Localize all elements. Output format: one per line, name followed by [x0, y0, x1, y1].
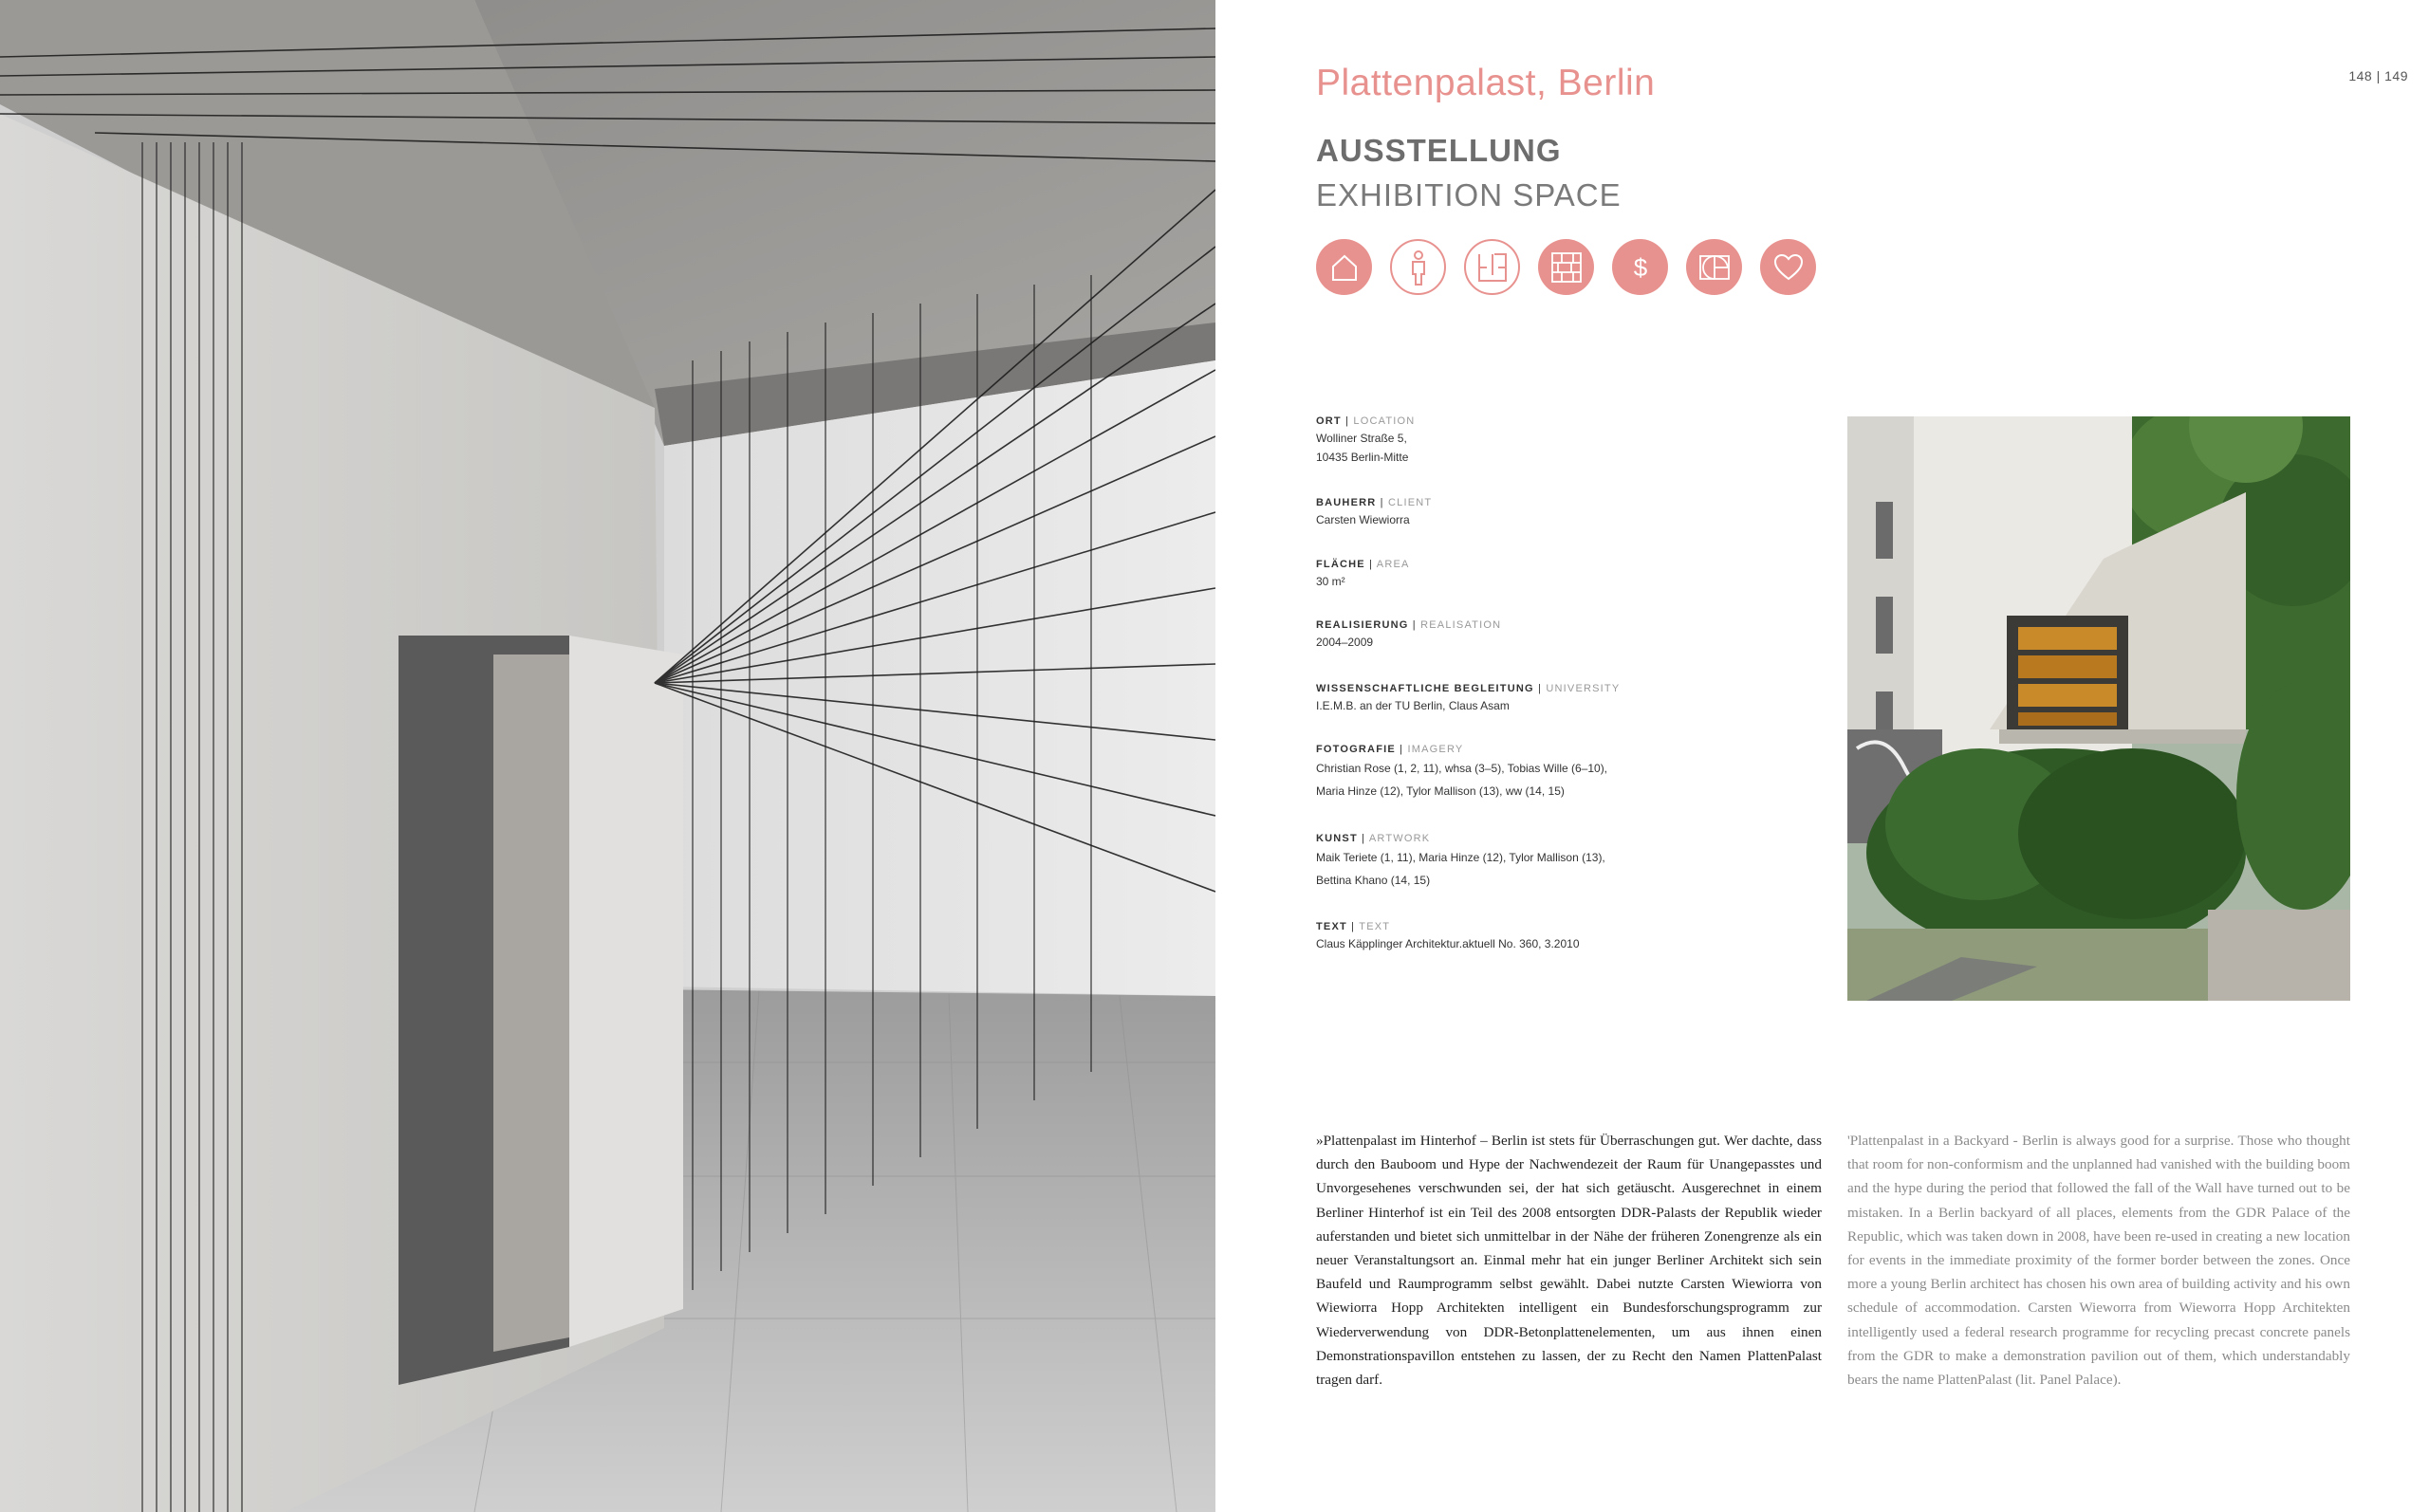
fact-value-line: 2004–2009: [1316, 636, 1374, 649]
fact-university: WISSENSCHAFTLICHE BEGLEITUNG | UNIVERSITY I.E.M.B. an der TU Berlin, Claus Asam: [1316, 681, 1620, 715]
fact-value-line: Wolliner Straße 5,: [1316, 432, 1407, 445]
fact-label-en: TEXT: [1359, 921, 1391, 932]
fact-label-en: REALISATION: [1420, 619, 1502, 631]
house-icon: [1316, 239, 1372, 295]
fact-value-line: Maria Hinze (12), Tylor Mallison (13), ww (14, 15): [1316, 784, 1565, 798]
svg-text:$: $: [1633, 252, 1647, 282]
fact-label-de: FOTOGRAFIE: [1316, 744, 1396, 755]
person-icon: [1390, 239, 1446, 295]
page-number: 148 | 149: [2348, 68, 2408, 83]
fact-value-line: Bettina Khano (14, 15): [1316, 874, 1431, 887]
fact-value-line: 30 m²: [1316, 575, 1345, 588]
fact-label-de: WISSENSCHAFTLICHE BEGLEITUNG: [1316, 683, 1534, 694]
fact-label-en: UNIVERSITY: [1546, 683, 1621, 694]
project-title: Plattenpalast, Berlin: [1316, 63, 1656, 103]
fact-realisation: REALISIERUNG | REALISATION 2004–2009: [1316, 618, 1501, 652]
fact-text: TEXT | TEXT Claus Käpplinger Architektur.aktuell No. 360, 3.2010: [1316, 919, 1580, 953]
fact-area: FLÄCHE | AREA 30 m²: [1316, 557, 1410, 591]
fact-label-de: BAUHERR: [1316, 497, 1377, 508]
fact-label-en: CLIENT: [1387, 497, 1433, 508]
floorplan-icon: [1464, 239, 1520, 295]
fact-value-line: Claus Käpplinger Architektur.aktuell No. 360, 3.2010: [1316, 937, 1580, 950]
fact-imagery: FOTOGRAFIE | IMAGERY Christian Rose (1, 2, 11), whsa (3–5), Tobias Wille (6–10), Maria Hinze (12), Tylor Mallison (13), ww (14, 15): [1316, 742, 1607, 802]
fact-value-line: Christian Rose (1, 2, 11), whsa (3–5), Tobias Wille (6–10),: [1316, 762, 1608, 775]
article-text-german: »Plattenpalast im Hinterhof – Berlin ist stets für Überraschungen gut. Wer dachte, dass durch den Bauboom und Hype der Nachwendezeit der Raum für Unangepasstes und Unvorgesehenes verschwunden sei, der hat sich getäuscht. Ausgerechnet in einem Berliner Hinterhof ist ein Teil des 2008 entsorgten DDR-Palasts der Republik wieder auferstanden und bietet sich unmittelbar in der Nähe der früheren Zonengrenze als ein neuer Veranstaltungsort an. Einmal mehr hat ein junger Berliner Architekt sich sein Baufeld und Raumprogramm selbst gewählt. Dabei nutzte Carsten Wiewiorra von Wiewiorra Hopp Architekten intelligent ein Bundesforschungsprogramm zur Wiederverwendung von DDR-Betonplattenelementen, um aus ihnen einen Demonstrationspavillon entstehen zu lassen, der zu Recht den Namen PlattenPalast tragen darf.: [1316, 1133, 1822, 1389]
fact-value-line: Carsten Wiewiorra: [1316, 513, 1410, 526]
fact-location: ORT | LOCATION Wolliner Straße 5, 10435 Berlin-Mitte: [1316, 414, 1415, 467]
fact-label-de: TEXT: [1316, 921, 1347, 932]
fact-value-line: I.E.M.B. an der TU Berlin, Claus Asam: [1316, 699, 1510, 712]
fact-artwork: KUNST | ARTWORK Maik Teriete (1, 11), Maria Hinze (12), Tylor Mallison (13), Bettina Khano (14, 15): [1316, 831, 1605, 892]
article-text-english: 'Plattenpalast in a Backyard - Berlin is always good for a surprise. Those who thought that room for non-conformism and the unplanned had vanished with the building boom and the hype during the period that followed the fall of the Wall have turned out to be mistaken. In a Berlin backyard of all places, elements from the GDR Palace of the Republic, which was taken down in 2008, have been re-used in creating a new location for events in the immediate proximity of the former border between the zones. Once more a young Berlin architect has chosen his own area of building activity and his own schedule of accommodation. Carsten Wieworra from Wieworra Hopp Architekten intelligently used a federal research programme for recycling precast concrete panels from the GDR to make a demonstration pavilion out of them, which understandably bears the name PlattenPalast (lit. Panel Palace).: [1847, 1133, 2350, 1389]
project-type-english: EXHIBITION SPACE: [1316, 177, 1622, 212]
fact-label-en: IMAGERY: [1407, 744, 1464, 755]
fact-label-de: ORT: [1316, 415, 1342, 427]
fact-client: BAUHERR | CLIENT Carsten Wiewiorra: [1316, 495, 1432, 529]
fact-label-de: FLÄCHE: [1316, 559, 1365, 570]
fact-value-line: Maik Teriete (1, 11), Maria Hinze (12), Tylor Mallison (13),: [1316, 851, 1605, 864]
project-type-german: AUSSTELLUNG: [1316, 133, 1562, 168]
pavilion-exterior-drawing: [1847, 416, 2350, 1001]
brick-icon: [1538, 239, 1594, 295]
fact-label-en: ARTWORK: [1368, 833, 1431, 844]
fact-label-de: REALISIERUNG: [1316, 619, 1409, 631]
category-icon-row: [1316, 239, 1816, 295]
spiral-icon: [1686, 239, 1742, 295]
fact-label-de: KUNST: [1316, 833, 1358, 844]
dollar-icon: [1612, 239, 1668, 295]
heart-icon: [1760, 239, 1816, 295]
pavilion-exterior-photo: [1847, 416, 2350, 1001]
fact-label-en: LOCATION: [1353, 415, 1416, 427]
fact-value-line: 10435 Berlin-Mitte: [1316, 451, 1409, 464]
fact-label-en: AREA: [1376, 559, 1410, 570]
